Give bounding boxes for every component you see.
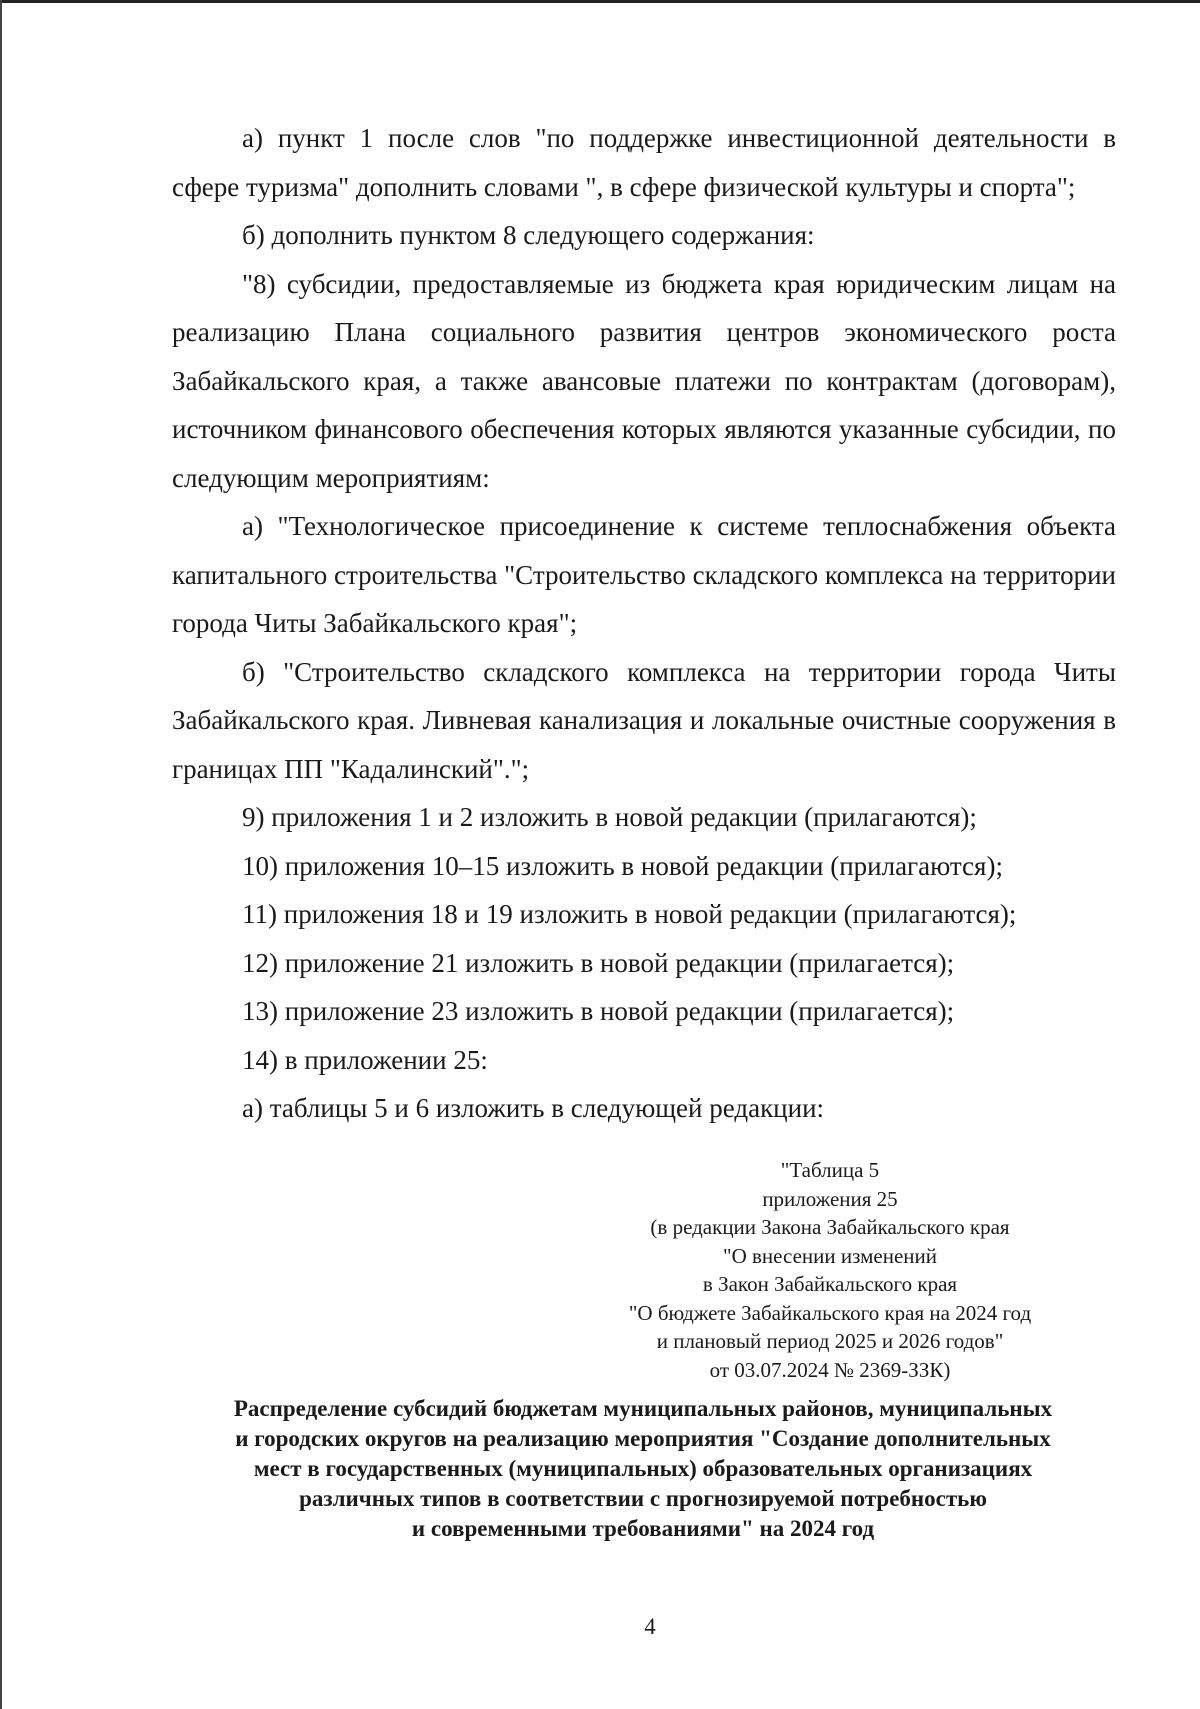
- table-caption: [560, 1156, 1100, 1384]
- heading-line: и современными требованиями" на 2024 год: [411, 1516, 875, 1541]
- paragraph-item-11: 11) приложения 18 и 19 изложить в новой редакции (прилагаются);: [242, 899, 1017, 929]
- paragraph-item-12: 12) приложение 21 изложить в новой редакции (прилагается);: [242, 947, 955, 978]
- caption-line: в Закон Забайкальского края: [702, 1272, 958, 1296]
- heading-line: мест в государственных (муниципальных) образовательных организациях: [253, 1456, 1033, 1481]
- paragraph-item-14: 14) в приложении 25:: [242, 1044, 488, 1075]
- scan-top-border: [0, 0, 1200, 3]
- heading-line: и городских округов на реализацию мероприятия "Создание дополнительных: [235, 1426, 1051, 1451]
- page-number: 4: [644, 1614, 656, 1639]
- caption-line: "О бюджете Забайкальского края на 2024 год: [628, 1300, 1032, 1325]
- caption-line: "Таблица 5: [780, 1158, 880, 1182]
- paragraph-item-10: 10) приложения 10–15 изложить в новой редакции (прилагаются);: [242, 850, 1003, 881]
- caption-line: "О внесении изменений: [723, 1243, 937, 1268]
- document-body: [172, 114, 1116, 1133]
- caption-line: от 03.07.2024 № 2369-ЗЗК): [709, 1357, 951, 1382]
- table-heading: [170, 1394, 1116, 1544]
- paragraph-amend-point-1: а) пункт 1 после слов "по поддержке инвестиционной деятельности в сфере туризма" дополнить словами ", в сфере физической культуры и спорта";: [172, 123, 1116, 202]
- caption-line: (в редакции Закона Забайкальского края: [650, 1215, 1010, 1239]
- scan-left-border: [0, 0, 2, 1709]
- paragraph-add-point-8: б) дополнить пунктом 8 следующего содержания:: [242, 220, 815, 250]
- paragraph-item-9: 9) приложения 1 и 2 изложить в новой редакции (прилагаются);: [242, 802, 977, 832]
- heading-line: различных типов в соответствии с прогнозируемой потребностью: [299, 1486, 987, 1511]
- paragraph-item-13: 13) приложение 23 изложить в новой редакции (прилагается);: [242, 996, 955, 1026]
- paragraph-event-a: а) "Технологическое присоединение к системе теплоснабжения объекта капитального строительства "Строительство складского комплекса на территории города Читы Забайкальского края";: [172, 511, 1116, 638]
- paragraph-point-8-text: "8) субсидии, предоставляемые из бюджета края юридическим лицам на реализацию Плана социального развития центров экономического роста Забайкальского края, а также авансовые платежи по контрактам (договорам), источником финансового обеспечения которых являются указанные субсидии, по следующим мероприятиям:: [172, 268, 1116, 493]
- caption-line: приложения 25: [762, 1186, 898, 1211]
- caption-line: и плановый период 2025 и 2026 годов": [656, 1329, 1004, 1353]
- paragraph-tables-5-6: а) таблицы 5 и 6 изложить в следующей редакции:: [242, 1093, 825, 1123]
- paragraph-event-b: б) "Строительство складского комплекса на территории города Читы Забайкальского края. Ливневая канализация и локальные очистные сооружения в границах ПП "Кадалинский".";: [172, 656, 1116, 784]
- heading-line: Распределение субсидий бюджетам муниципальных районов, муниципальных: [233, 1396, 1053, 1421]
